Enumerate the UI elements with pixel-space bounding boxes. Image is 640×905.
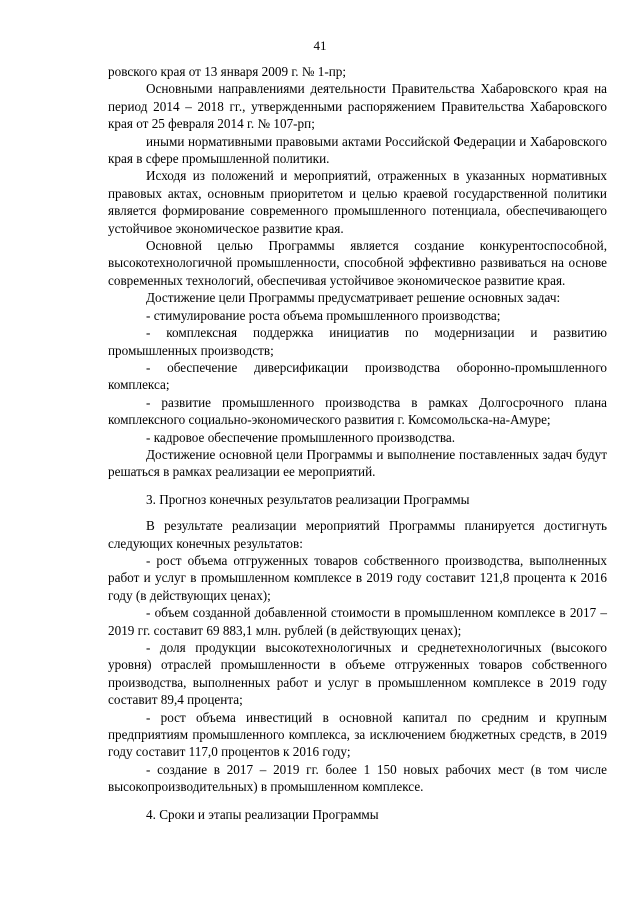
- paragraph-program-goal: Основной целью Программы является создание конкурентоспособной, высокотехнологичной промышленности, способной эффективно развиваться на основе современных технологий, обеспечивая устойчивое экономическое развитие края.: [108, 238, 607, 288]
- page-number: 41: [313, 38, 327, 53]
- list-item-task-1: - стимулирование роста объема промышленного производства;: [146, 307, 501, 323]
- list-item-task-2: - комплексная поддержка инициатив по модернизации и развитию промышленных производств;: [108, 325, 607, 358]
- list-item-task-4: - развитие промышленного производства в рамках Долгосрочного плана комплексного социально-экономического развития г. Комсомольска-на-Амуре;: [108, 394, 607, 428]
- list-item-result-1: - рост объема отгруженных товаров собственного производства, выполненных работ и услуг в промышленном комплексе в 2019 году составит 121,8 процента к 2016 году (в действующих ценах);: [108, 552, 607, 603]
- paragraph-government-directions: Основными направлениями деятельности Правительства Хабаровского края на период 2014 – 2018 гг., утвержденными распоряжением Правительства Хабаровского края от 25 февраля 2014 г. № 107-рп;: [108, 81, 607, 132]
- paragraph-law-reference-continued: ровского края от 13 января 2009 г. № 1-пр;: [108, 64, 347, 79]
- paragraph-tasks-conclusion: Достижение основной цели Программы и выполнение поставленных задач будут решаться в рамках реализации ее мероприятий.: [108, 446, 607, 480]
- list-item-result-4: - рост объема инвестиций в основной капитал по средним и крупным предприятиям промышленного комплекса, за исключением бюджетных средств, в 2019 году составит 117,0 процентов к 2016 году;: [108, 709, 607, 760]
- list-item-result-5: - создание в 2017 – 2019 гг. более 1 150 новых рабочих мест (в том числе высокопроизводительных) в промышленном комплексе.: [108, 761, 607, 795]
- paragraph-other-legal-acts: иными нормативными правовыми актами Российской Федерации и Хабаровского края в сфере промышленной политики.: [108, 133, 607, 167]
- document-body: [108, 63, 607, 832]
- paragraph-results-intro: В результате реализации мероприятий Программы планируется достигнуть следующих конечных результатов:: [108, 518, 607, 551]
- paragraph-tasks-intro: Достижение цели Программы предусматривает решение основных задач:: [146, 290, 561, 306]
- list-item-result-3: - доля продукции высокотехнологичных и среднетехнологичных (высокого уровня) отраслей промышленности в объеме отгруженных товаров собственного производства, выполненных работ и услуг в промышленном комплексе в 2019 году составит 89,4 процента;: [108, 640, 607, 708]
- list-item-result-2: - объем созданной добавленной стоимости в промышленном комплексе в 2017 – 2019 гг. составит 69 883,1 млн. рублей (в действующих ценах);: [108, 605, 607, 638]
- section-heading-3: 3. Прогноз конечных результатов реализации Программы: [146, 491, 470, 507]
- section-heading-4: 4. Сроки и этапы реализации Программы: [146, 806, 379, 822]
- list-item-task-5: - кадровое обеспечение промышленного производства.: [146, 429, 456, 445]
- paragraph-policy-priority: Исходя из положений и мероприятий, отраженных в указанных нормативных правовых актах, основным приоритетом и целью краевой государственной политики является формирование современного промышленного потенциала, обеспечивающего устойчивое экономическое развитие края.: [108, 168, 607, 236]
- list-item-task-3: - обеспечение диверсификации производства оборонно-промышленного комплекса;: [108, 359, 607, 393]
